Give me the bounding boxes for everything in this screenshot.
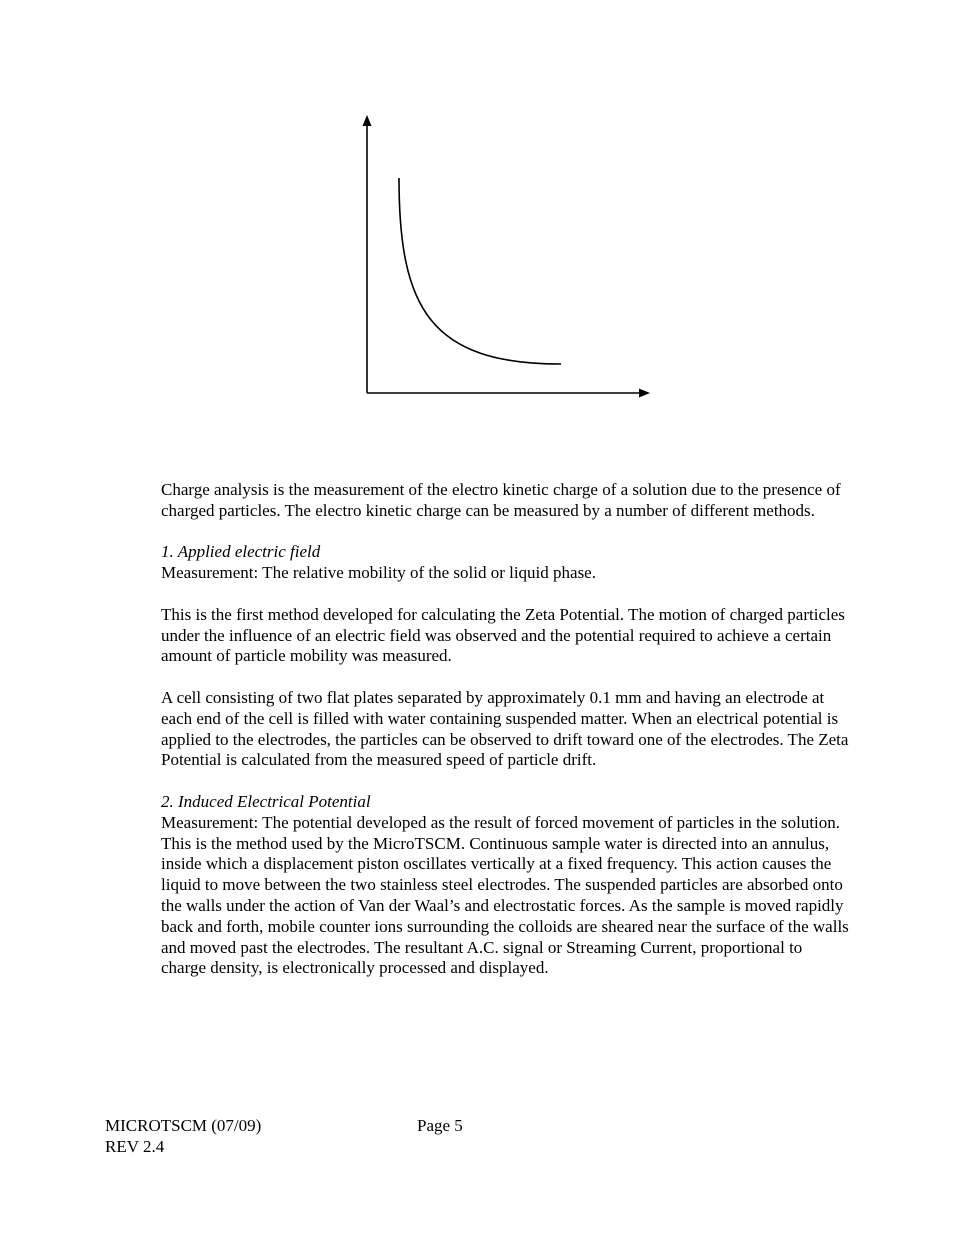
method2-measurement: Measurement: The potential developed as the result of forced movement of particles in the solution. — [161, 812, 841, 832]
method1-paragraph-2: A cell consisting of two flat plates separated by approximately 0.1 mm and having an electrode at each end of the cell is filled with water containing suspended matter. When an electrical potential is applied to the electrodes, the particles can be observed to drift toward one of the electrodes. The Zeta Potential is calculated from the measured speed of particle drift. — [161, 687, 849, 770]
method1-heading: 1. Applied electric field — [161, 542, 321, 562]
method1-measurement: Measurement: The relative mobility of the solid or liquid phase. — [161, 563, 596, 583]
decay-curve-diagram — [350, 108, 670, 408]
method1-paragraph-1: This is the first method developed for calculating the Zeta Potential. The motion of charged particles under the influence of an electric field was observed and the potential required to achieve a certain amount of particle mobility was measured. — [161, 604, 845, 666]
footer-revision: REV 2.4 — [105, 1136, 165, 1156]
footer-page-number: Page 5 — [417, 1116, 463, 1135]
decay-curve-figure — [350, 108, 670, 408]
footer-doc-info — [105, 1116, 261, 1158]
method2-paragraph-1: This is the method used by the MicroTSCM. Continuous sample water is directed into an annulus, inside which a displacement piston oscillates vertically at a fixed frequency. This action causes the liquid to move between the two stainless steel electrodes. The suspended particles are absorbed onto the walls under the action of Van der Waal’s and electrostatic forces. As the sample is moved rapidly back and forth, mobile counter ions surrounding the colloids are sheared near the surface of the walls and moved past the electrodes. The resultant A.C. signal or Streaming Current, proportional to charge density, is electronically processed and displayed. — [161, 833, 849, 978]
y-axis-arrowhead — [363, 115, 372, 126]
body-text — [161, 480, 851, 979]
decay-curve — [399, 178, 561, 364]
method2-heading: 2. Induced Electrical Potential — [161, 791, 371, 811]
x-axis-arrowhead — [639, 389, 650, 398]
intro-paragraph: Charge analysis is the measurement of the electro kinetic charge of a solution due to the presence of charged particles. The electro kinetic charge can be measured by a number of different methods. — [161, 480, 841, 520]
footer-doc-id: MICROTSCM (07/09) — [105, 1116, 262, 1135]
